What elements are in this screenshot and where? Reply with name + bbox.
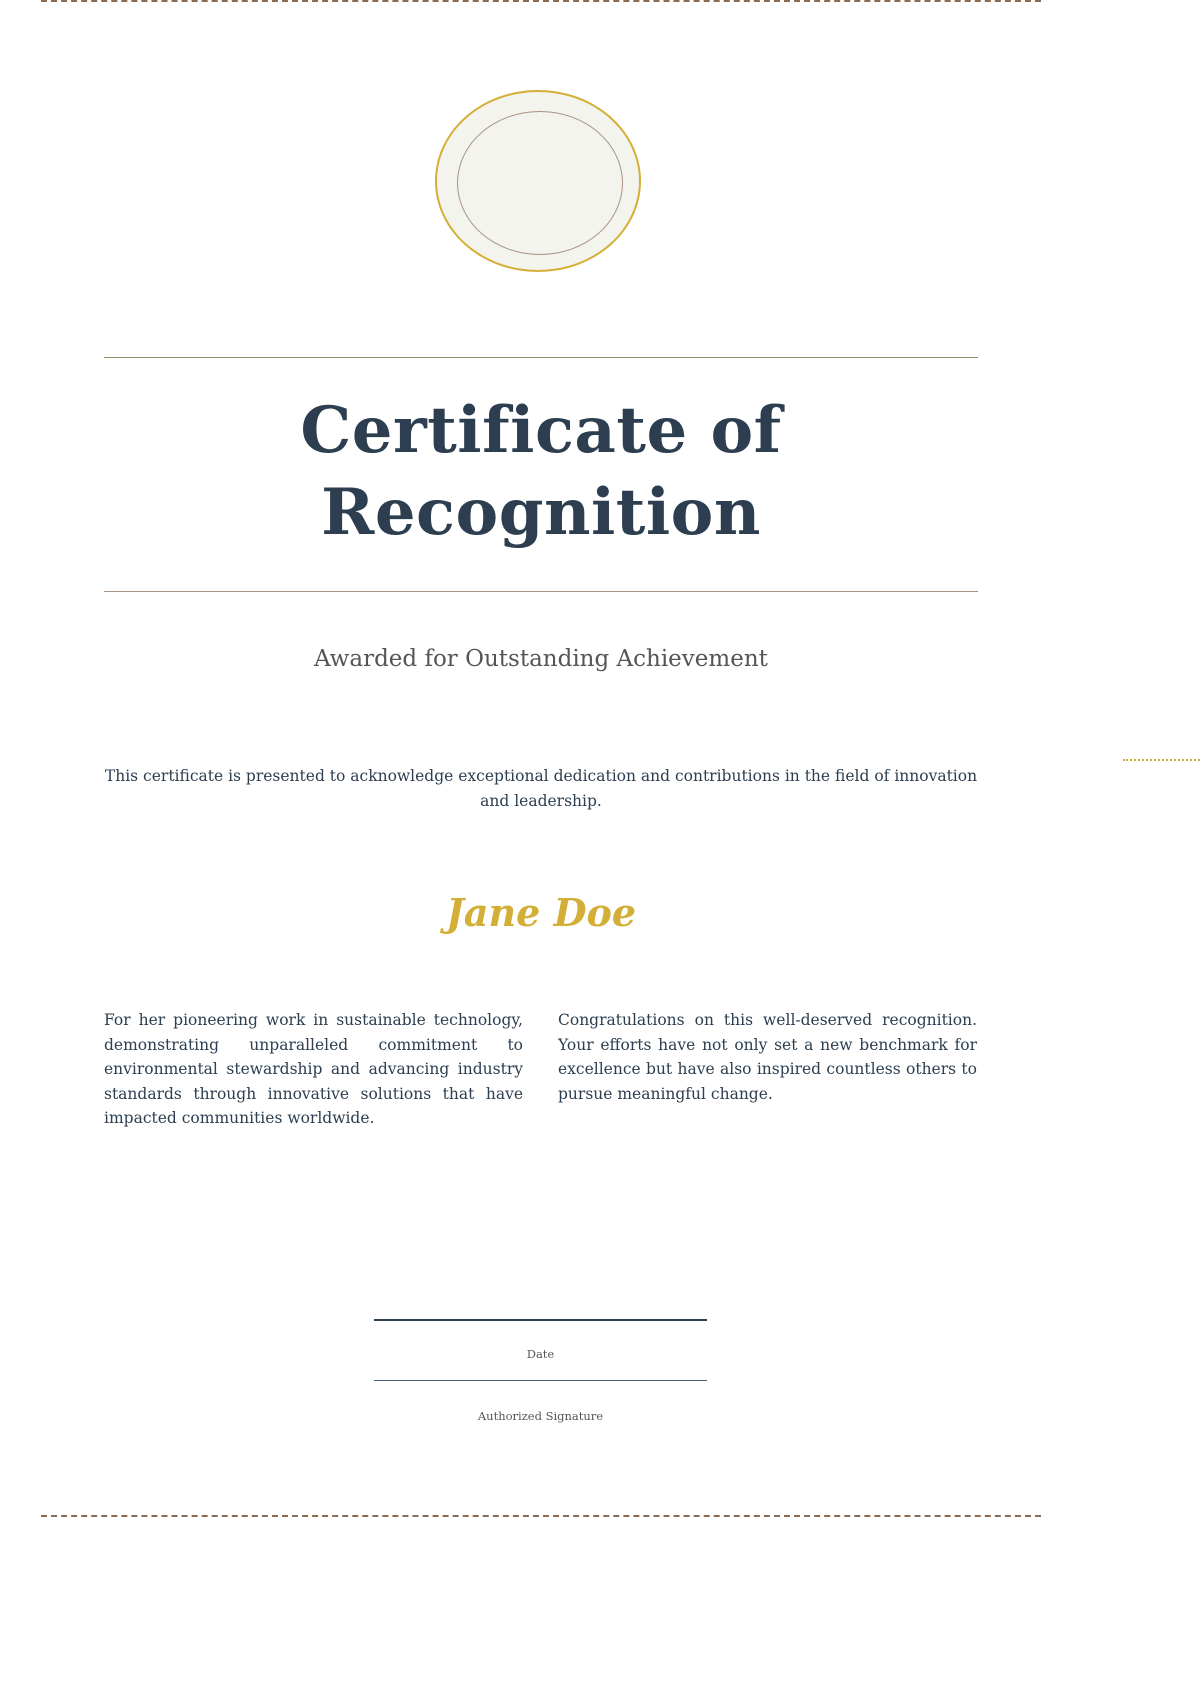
title-bottom-rule (104, 591, 978, 592)
signature-line (374, 1380, 707, 1381)
certificate-intro: This certificate is presented to acknowledge exceptional dedication and contributions in the field of innovation and leadership. (104, 767, 978, 810)
certificate-title (104, 390, 978, 554)
title-top-rule (104, 357, 978, 358)
seal-inner-ring (457, 111, 623, 255)
recipient-name: Jane Doe (445, 890, 637, 935)
seal-emblem (435, 90, 641, 272)
title-line-1: Certificate of (300, 393, 782, 468)
top-dashed-border (41, 0, 1041, 2)
body-column-left: For her pioneering work in sustainable technology, demonstrating unparalleled commitment to environmental stewardship and advancing industry standards through innovative solutions that have impacted communities worldwide. (104, 1011, 523, 1127)
date-label: Date (526, 1347, 555, 1361)
side-dotted-accent (1123, 759, 1200, 761)
title-line-2: Recognition (321, 475, 761, 550)
body-column-right: Congratulations on this well-deserved recognition. Your efforts have not only set a new benchmark for excellence but have also inspired countless others to pursue meaningful change. (558, 1011, 977, 1103)
date-line (374, 1319, 707, 1321)
authorized-signature-label: Authorized Signature (477, 1409, 604, 1423)
certificate-subtitle: Awarded for Outstanding Achievement (314, 646, 768, 672)
bottom-dashed-border (41, 1515, 1041, 1517)
